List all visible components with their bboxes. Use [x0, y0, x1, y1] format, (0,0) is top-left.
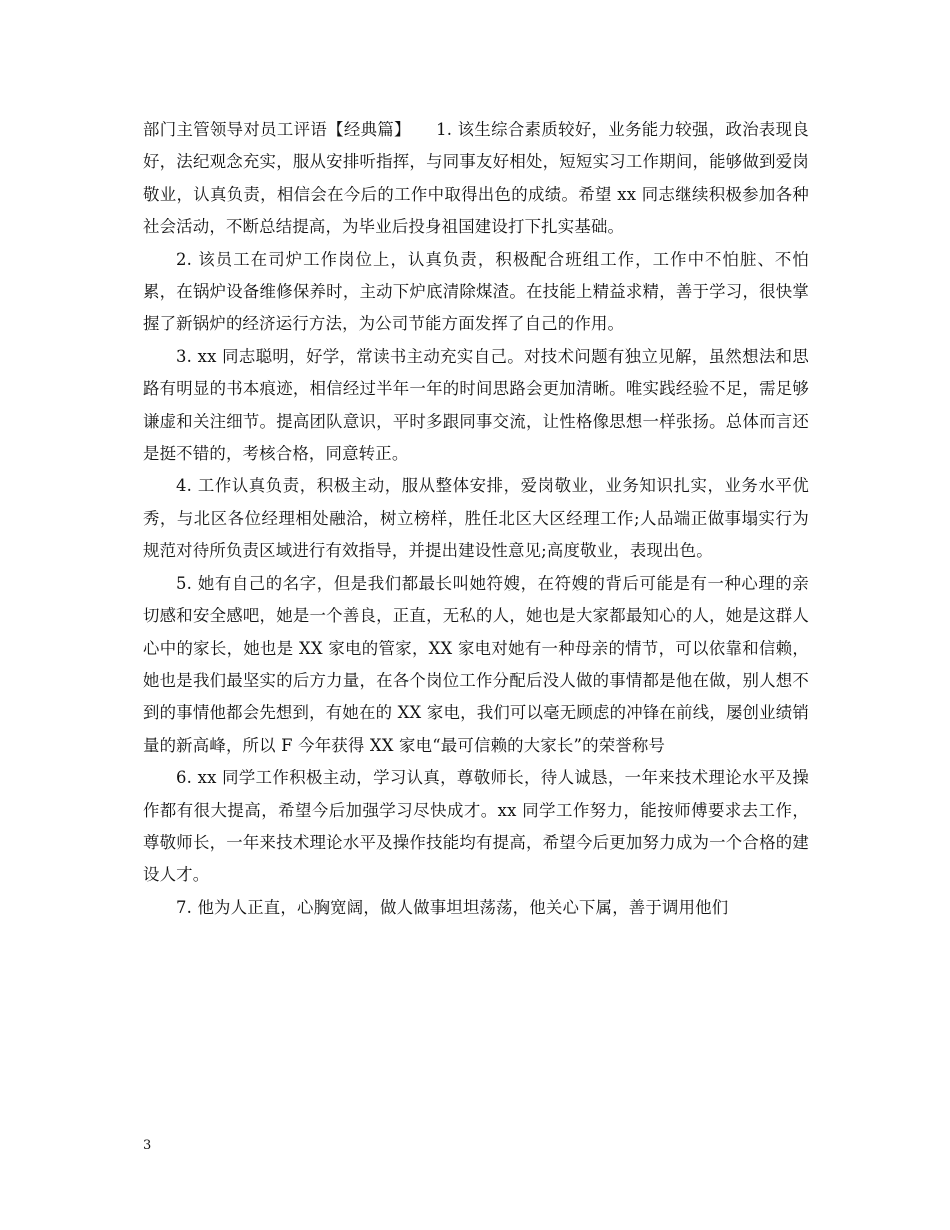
- paragraph-5: 5. 她有自己的名字，但是我们都最长叫她符嫂，在符嫂的背后可能是有一种心理的亲切感和安全感吧，她是一个善良，正直，无私的人，她也是大家都最知心的人，她是这群人心中的家长，她也是 XX 家电的管家，XX 家电对她有一种母亲的情节，可以依靠和信赖，她也是我们最坚实的后方力量，在各个岗位工作分配后没人做的事情都是他在做，别人想不到的事情他都会先想到，有她在的 XX 家电，我们可以毫无顾虑的冲锋在前线，屡创业绩销量的新高峰，所以 F 今年获得 XX 家电“最可信赖的大家长”的荣誉称号: [143, 573, 809, 755]
- paragraph-4: 4. 工作认真负责，积极主动，服从整体安排，爱岗敬业，业务知识扎实，业务水平优秀，与北区各位经理相处融洽，树立榜样，胜任北区大区经理工作;人品端正做事塌实行为规范对待所负责区域进行有效指导，并提出建设性意见;高度敬业，表现出色。: [143, 476, 809, 561]
- paragraph-2: 2. 该员工在司炉工作岗位上，认真负责，积极配合班组工作，工作中不怕脏、不怕累，在锅炉设备维修保养时，主动下炉底清除煤渣。在技能上精益求精，善于学习，很快掌握了新锅炉的经济运行方法，为公司节能方面发挥了自己的作用。: [143, 249, 809, 334]
- paragraph-1: 部门主管领导对员工评语【经典篇】 1. 该生综合素质较好，业务能力较强，政治表现良好，法纪观念充实，服从安排听指挥，与同事友好相处，短短实习工作期间，能够做到爱岗敬业，认真负责，相信会在今后的工作中取得出色的成绩。希望 xx 同志继续积极参加各种社会活动，不断总结提高，为毕业后投身祖国建设打下扎实基础。: [143, 120, 809, 237]
- paragraph-7: 7. 他为人正直，心胸宽阔，做人做事坦坦荡荡，他关心下属，善于调用他们: [176, 897, 729, 917]
- document-body: [143, 114, 809, 924]
- page-number: 3: [143, 1138, 152, 1153]
- paragraph-3: 3. xx 同志聪明，好学，常读书主动充实自己。对技术问题有独立见解，虽然想法和思路有明显的书本痕迹，相信经过半年一年的时间思路会更加清晰。唯实践经验不足，需足够谦虚和关注细节。提高团队意识，平时多跟同事交流，让性格像思想一样张扬。总体而言还是挺不错的，考核合格，同意转正。: [143, 346, 809, 464]
- paragraph-6: 6. xx 同学工作积极主动，学习认真，尊敬师长，待人诚恳，一年来技术理论水平及操作都有很大提高，希望今后加强学习尽快成才。xx 同学工作努力，能按师傅要求去工作，尊敬师长，一年来技术理论水平及操作技能均有提高，希望今后更加努力成为一个合格的建设人才。: [143, 768, 809, 885]
